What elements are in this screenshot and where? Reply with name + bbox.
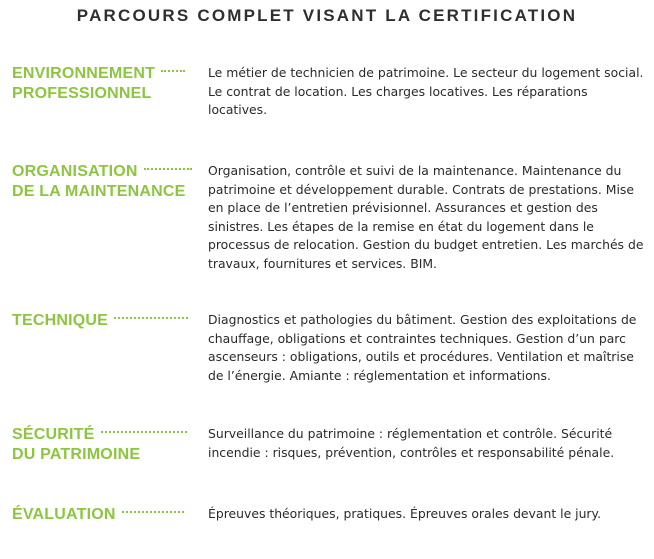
heading-line-1: SÉCURITÉ: [12, 426, 95, 443]
page-title: PARCOURS COMPLET VISANT LA CERTIFICATION: [76, 6, 578, 25]
section-heading: [12, 425, 202, 465]
heading-line-1: TECHNIQUE: [12, 312, 109, 329]
dotted-leader: [144, 168, 192, 170]
heading-line-2: DU PATRIMOINE: [12, 446, 141, 463]
section-heading: [12, 311, 202, 331]
section-description: Le métier de technicien de patrimoine. Le secteur du logement social. Le contrat de location. Les charges locatives. Les réparations locatives.: [208, 65, 644, 118]
section-description: Diagnostics et pathologies du bâtiment. Gestion des exploitations de chauffage, obligations et contraintes techniques. Gestion d’un parc ascenseurs : obligations, outils et procédures. Ventilation et maîtrise de l’énergie. Amiante : réglementation et informations.: [208, 312, 637, 383]
heading-line-2: PROFESSIONNEL: [12, 85, 152, 102]
section-description: Surveillance du patrimoine : réglementation et contrôle. Sécurité incendie : risques, prévention, contrôles et responsabilité pénale.: [208, 426, 615, 460]
section-description: Organisation, contrôle et suivi de la maintenance. Maintenance du patrimoine et développement durable. Contrats de prestations. Mise en place de l’entretien prévisionnel. Assurances et gestion des sinistres. Les étapes de la remise en état du logement dans le processus de relocation. Gestion du budget entretien. Les marchés de travaux, fournitures et services. BIM.: [208, 163, 644, 271]
dotted-leader: [101, 431, 187, 433]
dotted-leader: [122, 511, 184, 513]
section-description: Épreuves théoriques, pratiques. Épreuves orales devant le jury.: [208, 506, 602, 521]
section-heading: [12, 162, 202, 202]
heading-line-1: ORGANISATION: [12, 163, 138, 180]
heading-line-1: ÉVALUATION: [12, 506, 116, 523]
section-heading: [12, 64, 202, 104]
dotted-leader: [114, 317, 188, 319]
heading-line-2: DE LA MAINTENANCE: [12, 183, 186, 200]
section-heading: [12, 505, 202, 525]
heading-line-1: ENVIRONNEMENT: [12, 65, 156, 82]
dotted-leader: [161, 70, 185, 72]
